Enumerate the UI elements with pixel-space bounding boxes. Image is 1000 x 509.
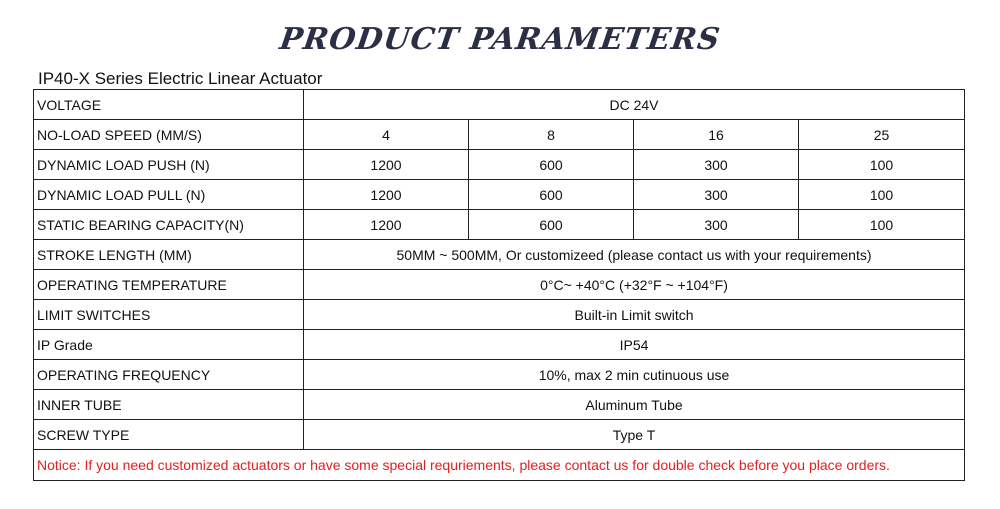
page-title: PRODUCT PARAMETERS	[277, 22, 723, 57]
row-value: 1200	[304, 180, 469, 210]
row-label: OPERATING FREQUENCY	[34, 360, 304, 390]
row-label: INNER TUBE	[34, 390, 304, 420]
row-label: IP Grade	[34, 330, 304, 360]
row-value: 8	[469, 120, 634, 150]
row-label: STROKE LENGTH (MM)	[34, 240, 304, 270]
table-row-no-load-speed	[34, 120, 965, 150]
row-value: 16	[634, 120, 799, 150]
row-value: 4	[304, 120, 469, 150]
row-value: 100	[799, 180, 965, 210]
row-value: 50MM ~ 500MM, Or customizeed (please contact us with your requirements)	[304, 240, 965, 270]
row-value: IP54	[304, 330, 965, 360]
row-value: 1200	[304, 210, 469, 240]
row-label: VOLTAGE	[34, 90, 304, 120]
table-row-screw-type	[34, 420, 965, 450]
row-value: 10%, max 2 min cutinuous use	[304, 360, 965, 390]
row-value: 300	[634, 150, 799, 180]
row-value: 300	[634, 180, 799, 210]
table-row-stroke-length	[34, 240, 965, 270]
row-value: 300	[634, 210, 799, 240]
parameters-table	[33, 89, 965, 481]
row-value: DC 24V	[304, 90, 965, 120]
row-label: OPERATING TEMPERATURE	[34, 270, 304, 300]
table-row-limit-switches	[34, 300, 965, 330]
row-label: STATIC BEARING CAPACITY(N)	[34, 210, 304, 240]
row-value: 0°C~ +40°C (+32°F ~ +104°F)	[304, 270, 965, 300]
row-label: NO-LOAD SPEED (MM/S)	[34, 120, 304, 150]
row-value: Type T	[304, 420, 965, 450]
table-row-static-bearing-capacity	[34, 210, 965, 240]
table-row-dynamic-load-push	[34, 150, 965, 180]
row-label: LIMIT SWITCHES	[34, 300, 304, 330]
table-row-inner-tube	[34, 390, 965, 420]
row-value: Built-in Limit switch	[304, 300, 965, 330]
row-value: 100	[799, 210, 965, 240]
row-label: DYNAMIC LOAD PULL (N)	[34, 180, 304, 210]
row-label: SCREW TYPE	[34, 420, 304, 450]
row-value: 25	[799, 120, 965, 150]
row-value: 600	[469, 150, 634, 180]
row-value: 100	[799, 150, 965, 180]
table-row-voltage	[34, 90, 965, 120]
table-row-operating-temperature	[34, 270, 965, 300]
row-value: 1200	[304, 150, 469, 180]
row-label: DYNAMIC LOAD PUSH (N)	[34, 150, 304, 180]
row-value: 600	[469, 210, 634, 240]
table-row-operating-frequency	[34, 360, 965, 390]
row-value: Aluminum Tube	[304, 390, 965, 420]
table-row-dynamic-load-pull	[34, 180, 965, 210]
table-row-ip-grade	[34, 330, 965, 360]
notice-text: Notice: If you need customized actuators or have some special requriements, please contact us for double check before you place orders.	[34, 450, 965, 481]
table-row-notice	[34, 450, 965, 481]
table-caption: IP40-X Series Electric Linear Actuator	[38, 69, 323, 88]
row-value: 600	[469, 180, 634, 210]
